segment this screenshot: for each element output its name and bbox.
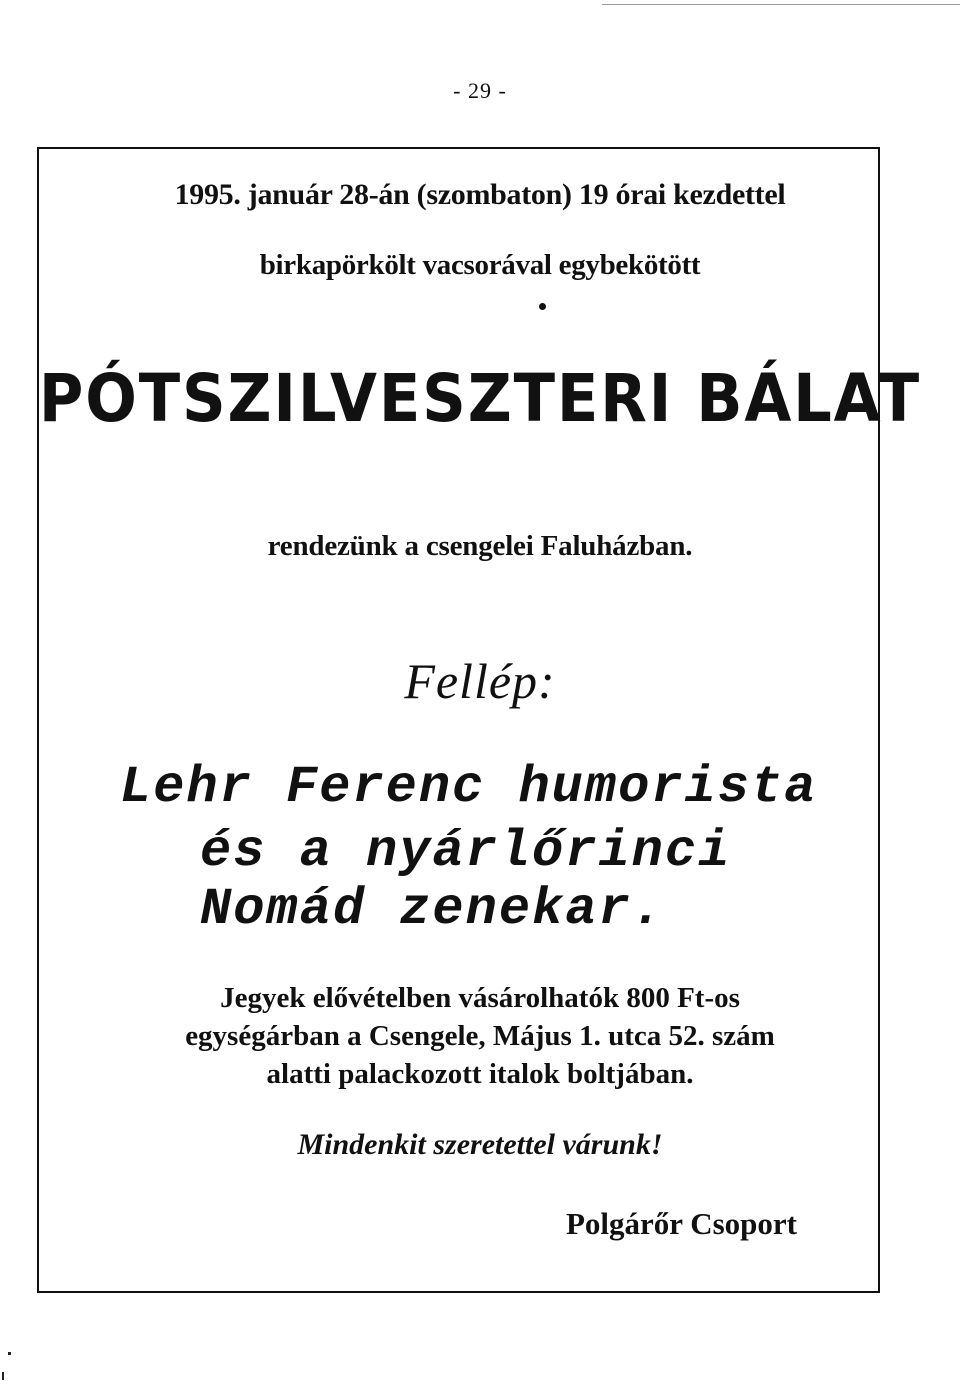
performer-line-3: Nomád zenekar. bbox=[200, 880, 665, 939]
scan-speck bbox=[2, 1372, 4, 1380]
poster-frame bbox=[37, 147, 880, 1293]
performers-heading: Fellép: bbox=[404, 653, 556, 709]
event-date-line: 1995. január 28-án (szombaton) 19 órai kezdettel bbox=[174, 178, 786, 211]
ticket-info-line-1: Jegyek elővételben vásárolhatók 800 Ft-os bbox=[220, 982, 740, 1014]
signature: Polgárőr Csoport bbox=[565, 1206, 797, 1241]
closing-invitation: Mindenkit szeretettel várunk! bbox=[297, 1128, 663, 1161]
dinner-line: birkapörkölt vacsorával egybekötött bbox=[259, 249, 701, 281]
ink-dot bbox=[539, 303, 546, 310]
venue-line: rendezünk a csengelei Faluházban. bbox=[267, 530, 693, 562]
performer-line-2: és a nyárlőrinci bbox=[200, 822, 732, 881]
page-number: - 29 - bbox=[453, 78, 507, 103]
event-headline: PÓTSZILVESZTERI BÁLAT bbox=[38, 360, 922, 437]
top-edge-line bbox=[602, 4, 960, 5]
scan-speck bbox=[8, 1352, 11, 1355]
performer-line-1: Lehr Ferenc humorista bbox=[120, 758, 818, 817]
ticket-info-line-3: alatti palackozott italok boltjában. bbox=[266, 1058, 694, 1090]
ticket-info-line-2: egységárban a Csengele, Május 1. utca 52. szám bbox=[185, 1020, 775, 1052]
